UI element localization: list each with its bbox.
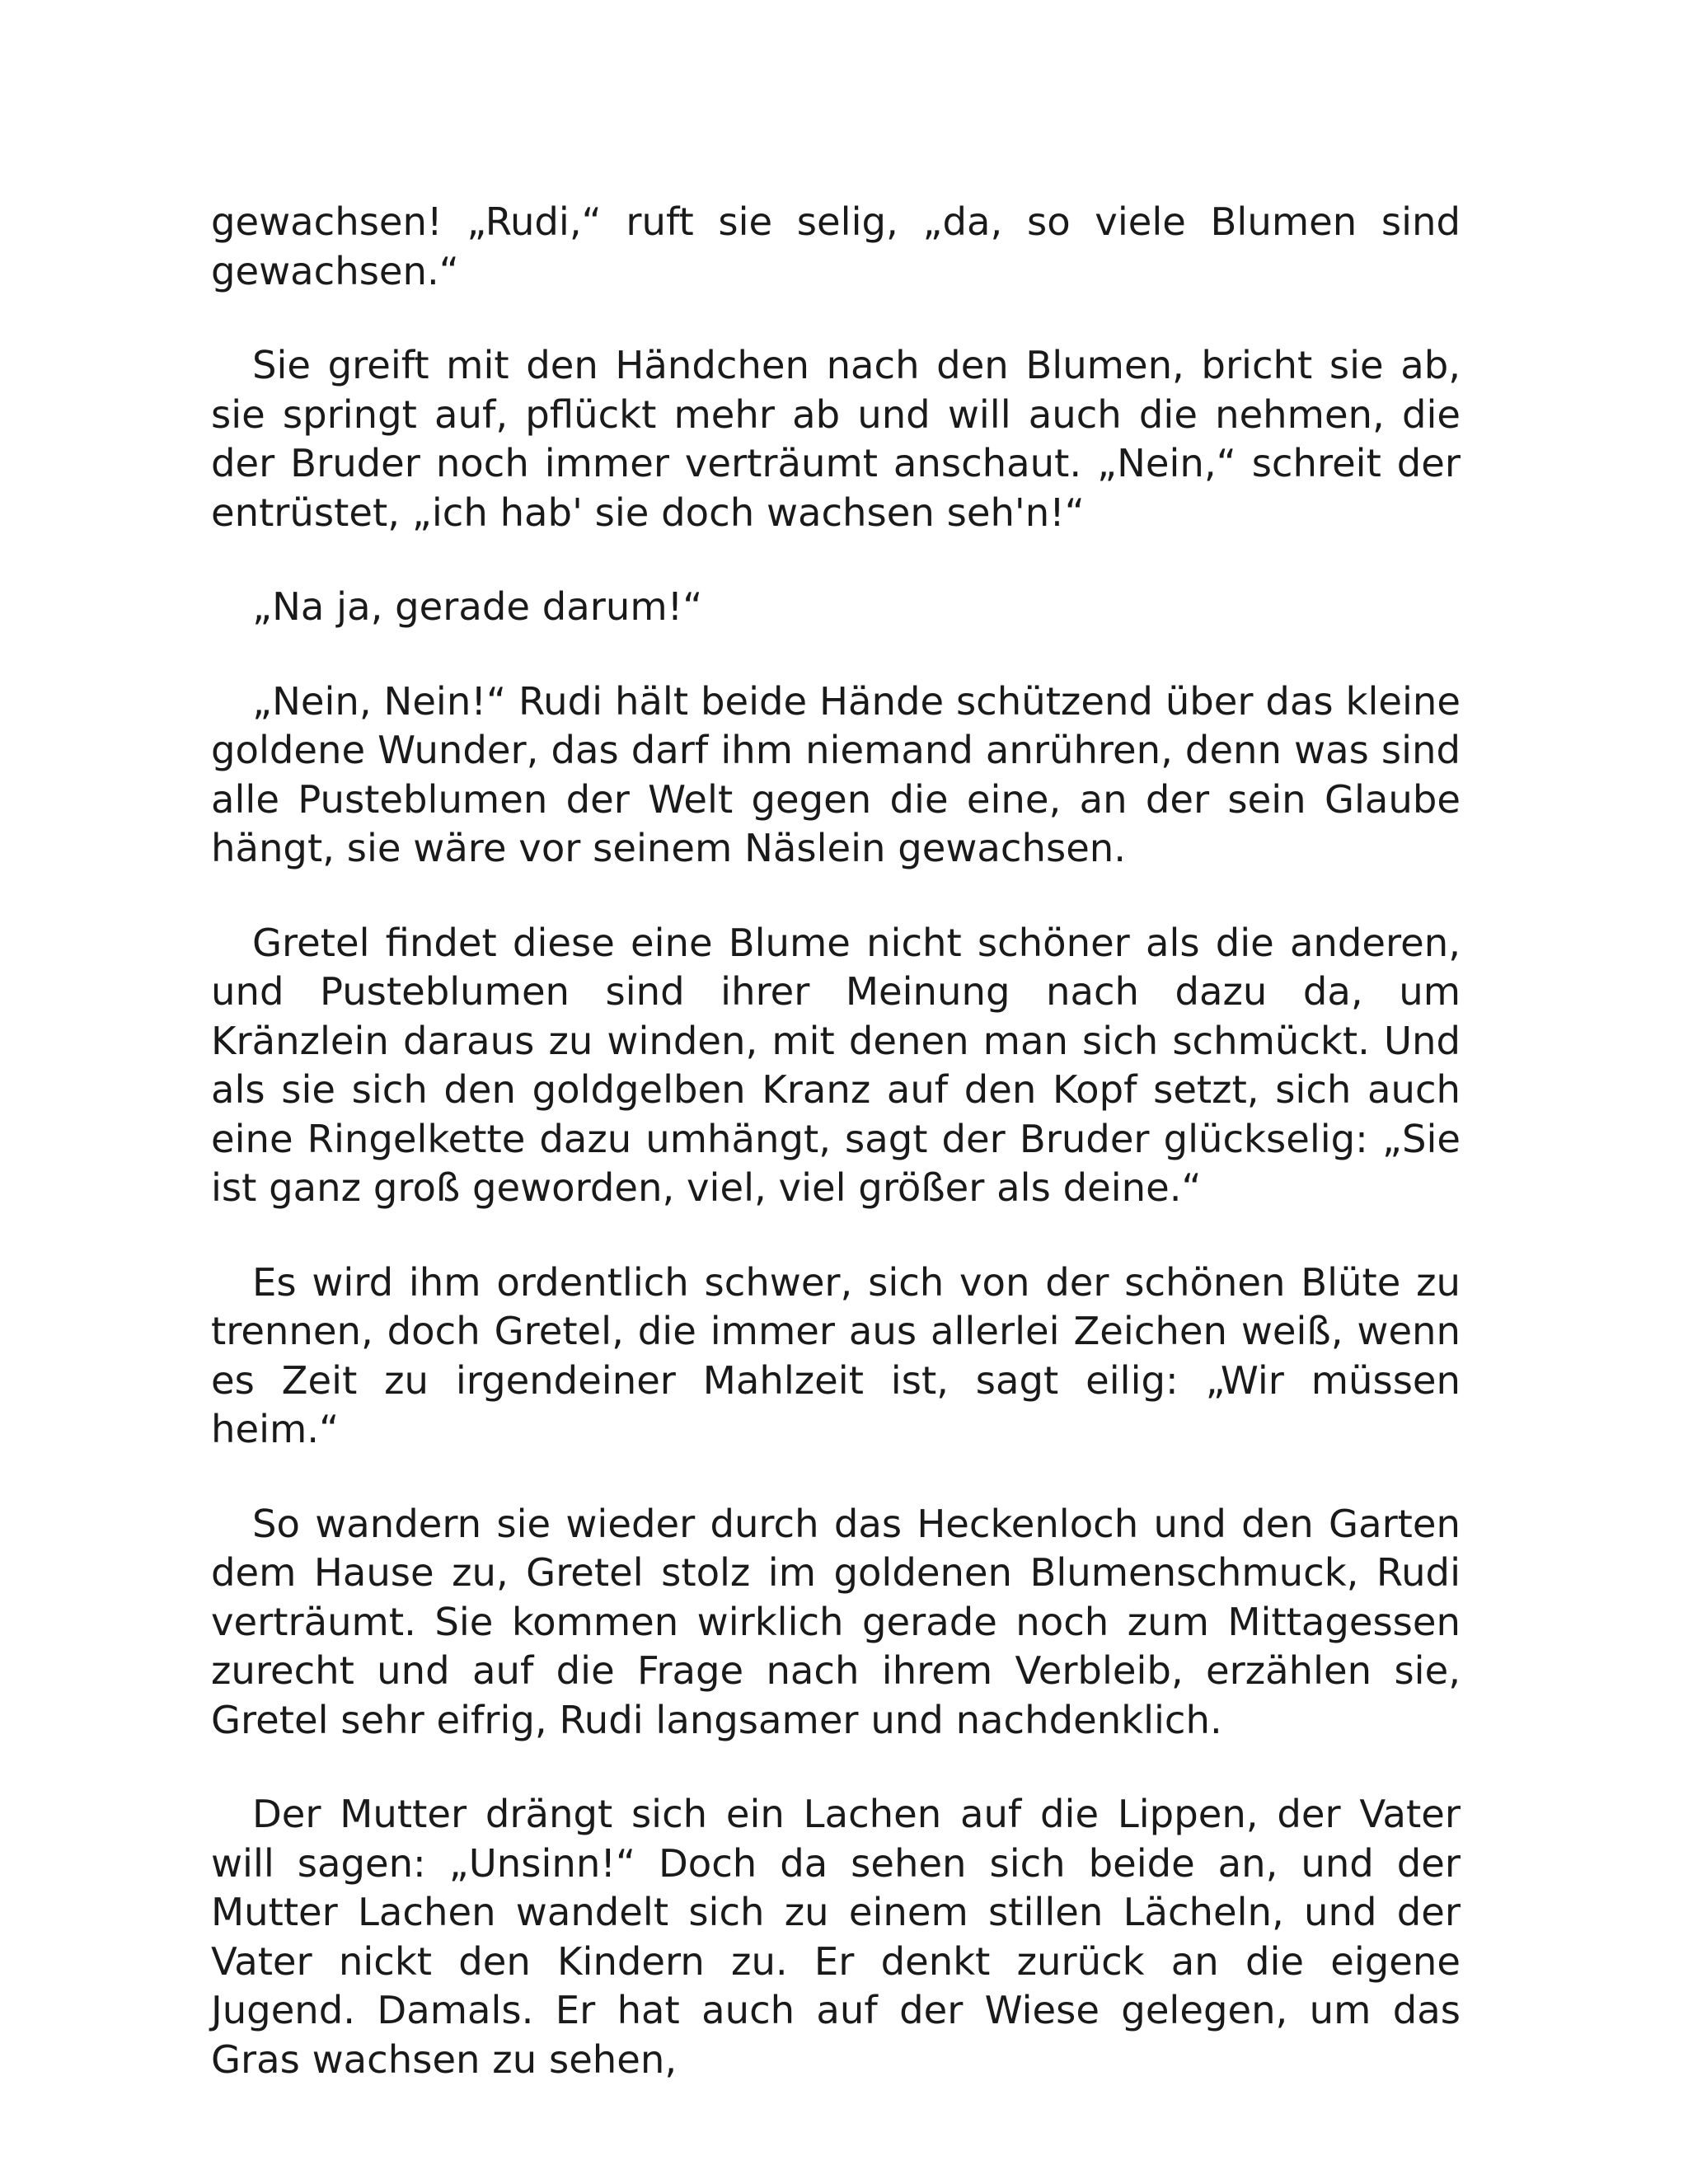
page-text — [211, 198, 1461, 2084]
paragraph-7: So wandern sie wieder durch das Heckenloch und den Garten dem Hause zu, Gretel stolz im goldenen Blumenschmuck, Rudi verträumt. Sie kommen wirklich gerade noch zum Mittagessen zurecht und auf die Frage nach ihrem Verbleib, erzählen sie, Gretel sehr eifrig, Rudi langsamer und nachdenklich. — [211, 1501, 1461, 1742]
paragraph-8: Der Mutter drängt sich ein Lachen auf die Lippen, der Vater will sagen: „Unsinn!“ Doch da sehen sich beide an, und der Mutter Lachen wandelt sich zu einem stillen Lächeln, und der Vater nickt den Kindern zu. Er denkt zurück an die eigene Jugend. Damals. Er hat auch auf der Wiese gelegen, um das Gras wachsen zu sehen, — [211, 1792, 1461, 2082]
paragraph-1: gewachsen! „Rudi,“ ruft sie selig, „da, so viele Blumen sind gewachsen.“ — [211, 199, 1461, 293]
paragraph-4: „Nein, Nein!“ Rudi hält beide Hände schützend über das kleine goldene Wunder, das darf ihm niemand anrühren, denn was sind alle Pusteblumen der Welt gegen die eine, an der sein Glaube hängt, sie wäre vor seinem Näslein gewachsen. — [211, 678, 1461, 870]
paragraph-5: Gretel findet diese eine Blume nicht schöner als die anderen, und Pusteblumen sind ihrer Meinung nach dazu da, um Kränzlein daraus zu winden, mit denen man sich schmückt. Und als sie sich den goldgelben Kranz auf den Kopf setzt, sich auch eine Ringelkette dazu umhängt, sagt der Bruder glückselig: „Sie ist ganz groß geworden, viel, viel größer als deine.“ — [211, 920, 1461, 1210]
paragraph-2: Sie greift mit den Händchen nach den Blumen, bricht sie ab, sie springt auf, pflückt mehr ab und will auch die nehmen, die der Bruder noch immer verträumt anschaut. „Nein,“ schreit der entrüstet, „ich hab' sie doch wachsen seh'n!“ — [211, 343, 1461, 535]
paragraph-6: Es wird ihm ordentlich schwer, sich von der schönen Blüte zu trennen, doch Gretel, die immer aus allerlei Zeichen weiß, wenn es Zeit zu irgendeiner Mahlzeit ist, sagt eilig: „Wir müssen heim.“ — [211, 1259, 1461, 1451]
paragraph-3: „Na ja, gerade darum!“ — [252, 584, 703, 629]
